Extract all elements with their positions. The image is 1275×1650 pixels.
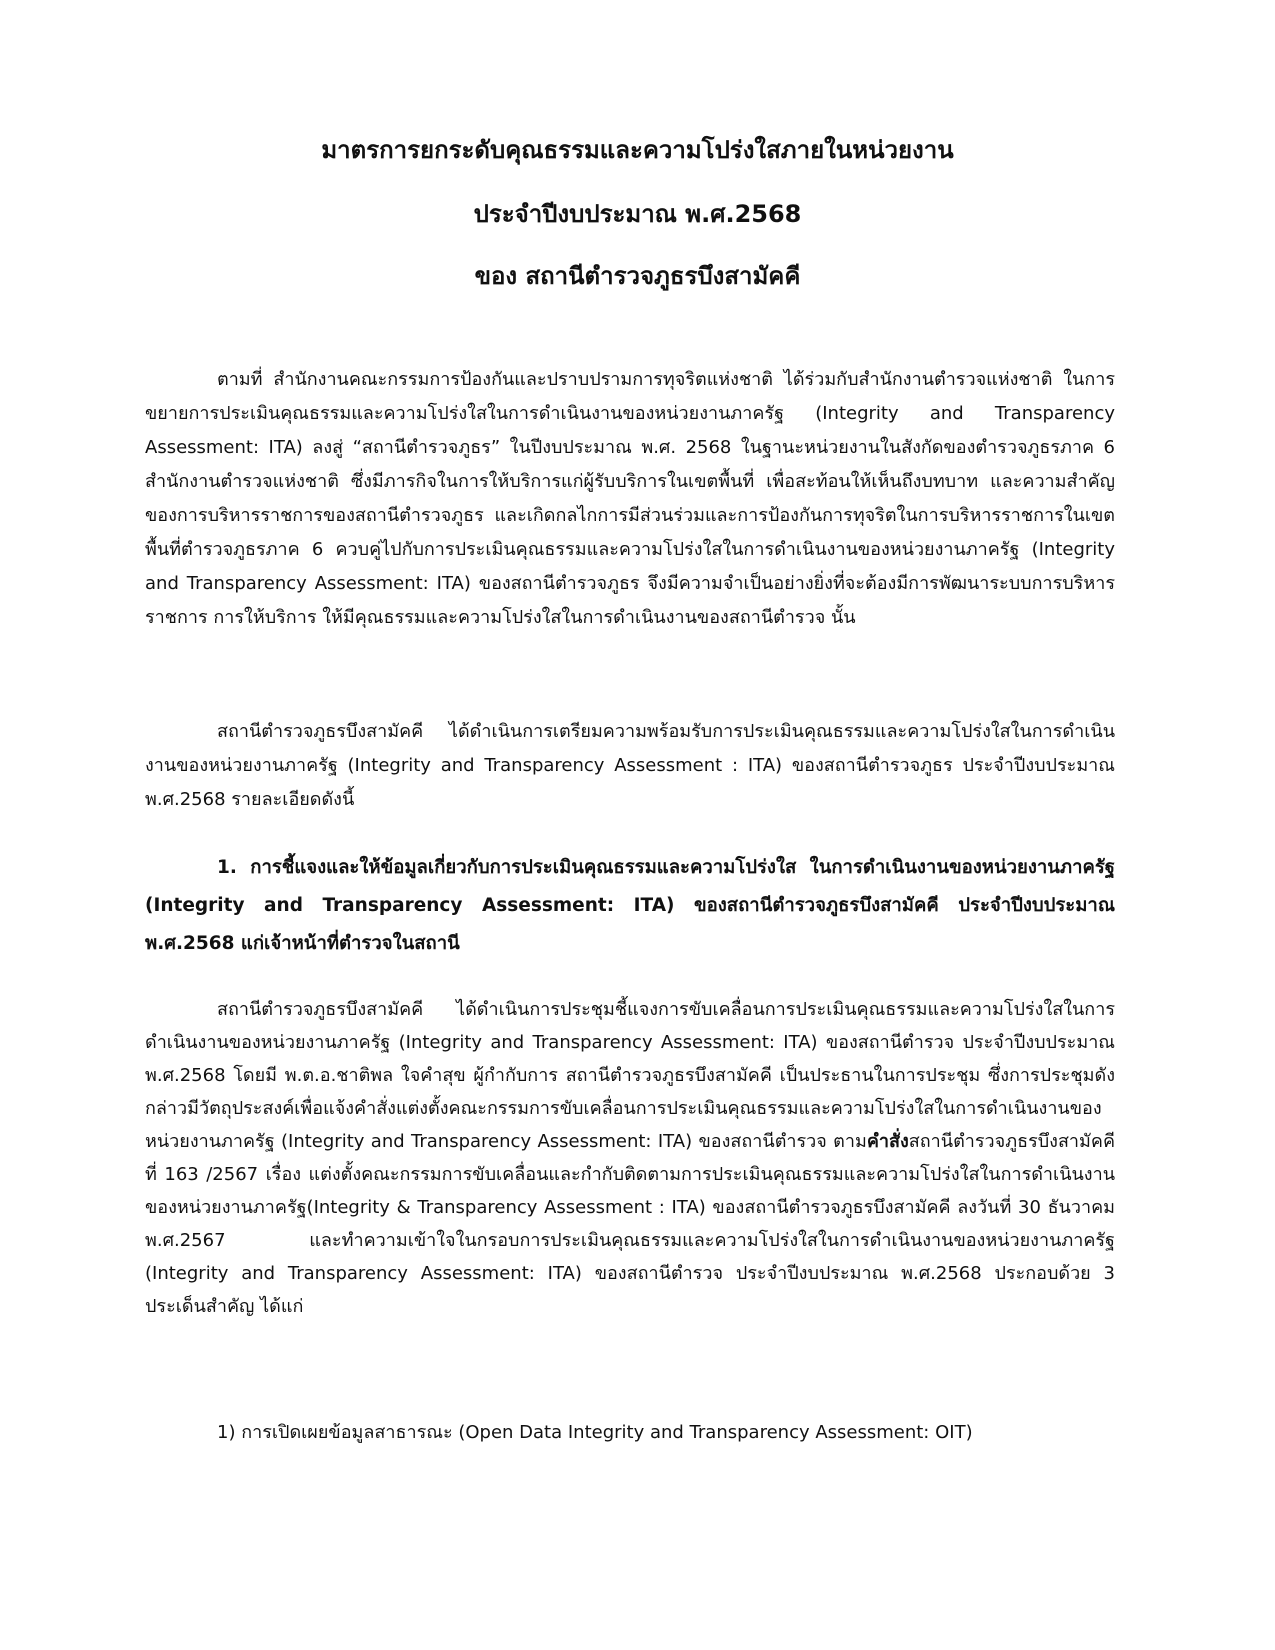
document-title-line-1: มาตรการยกระดับคุณธรรมและความโปร่งใสภายในหน่วยงาน xyxy=(321,136,954,164)
preparation-paragraph: สถานีตำรวจภูธรบึงสามัคคี ได้ดำเนินการเตรียมความพร้อมรับการประเมินคุณธรรมและความโปร่งใสในการดำเนินงานของหน่วยงานภาครัฐ (Integrity and Transparency Assessment : ITA) ของสถานีตำรวจภูธร ประจำปีงบประมาณ พ.ศ.2568 รายละเอียดดังนี้ xyxy=(145,721,1115,810)
meeting-command-bold: คำสั่ง xyxy=(866,1131,909,1152)
document-title-line-3: ของ สถานีตำรวจภูธรบึงสามัคคี xyxy=(474,262,801,290)
meeting-text-part-2: สถานีตำรวจภูธรบึงสามัคคี ที่ 163 /2567 เรื่อง แต่งตั้งคณะกรรมการขับเคลื่อนและกำกับติดตามการประเมินคุณธรรมและความโปร่งใสในการดำเนินงานของหน่วยงานภาครัฐ(Integrity & Transparency Assessment : ITA) ของสถานีตำรวจภูธรบึงสามัคคี ลงวันที่ 30 ธันวาคม พ.ศ.2567 และทำความเข้าใจในกรอบการประเมินคุณธรรมและความโปร่งใสในการดำเนินงานของหน่วยงานภาครัฐ (Integrity and Transparency Assessment: ITA) ของสถานีตำรวจ ประจำปีงบประมาณ พ.ศ.2568 ประกอบด้วย 3 ประเด็นสำคัญ ได้แก่ xyxy=(145,1131,1115,1317)
meeting-text-part-1: สถานีตำรวจภูธรบึงสามัคคี ได้ดำเนินการประชุมชี้แจงการขับเคลื่อนการประเมินคุณธรรมและความโปร่งใสในการดำเนินงานของหน่วยงานภาครัฐ (Integrity and Transparency Assessment: ITA) ของสถานีตำรวจ ประจำปีงบประมาณ พ.ศ.2568 โดยมี พ.ต.อ.ชาติพล ใจคำสุข ผู้กำกับการ สถานีตำรวจภูธรบึงสามัคคี เป็นประธานในการประชุม ซึ่งการประชุมดังกล่าวมีวัตถุประสงค์เพื่อแจ้งคำสั่งแต่งตั้งคณะกรรมการขับเคลื่อนการประเมินคุณธรรมและความโปร่งใสในการดำเนินงานของหน่วยงานภาครัฐ (Integrity and Transparency Assessment: ITA) ของสถานีตำรวจ ตาม xyxy=(145,999,1115,1152)
document-title-line-2: ประจำปีงบประมาณ พ.ศ.2568 xyxy=(473,200,802,228)
list-item-1: 1) การเปิดเผยข้อมูลสาธารณะ (Open Data Integrity and Transparency Assessment: OIT) xyxy=(217,1422,973,1443)
intro-paragraph: ตามที่ สำนักงานคณะกรรมการป้องกันและปราบปรามการทุจริตแห่งชาติ ได้ร่วมกับสำนักงานตำรวจแห่งชาติ ในการขยายการประเมินคุณธรรมและความโปร่งใสในการดำเนินงานของหน่วยงานภาครัฐ (Integrity and Transparency Assessment: ITA) ลงสู่ “สถานีตำรวจภูธร” ในปีงบประมาณ พ.ศ. 2568 ในฐานะหน่วยงานในสังกัดของตำรวจภูธรภาค 6 สำนักงานตำรวจแห่งชาติ ซึ่งมีภารกิจในการให้บริการแก่ผู้รับบริการในเขตพื้นที่ เพื่อสะท้อนให้เห็นถึงบทบาท และความสำคัญของการบริหารราชการของสถานีตำรวจภูธร และเกิดกลไกการมีส่วนร่วมและการป้องกันการทุจริตในการบริหารราชการในเขตพื้นที่ตำรวจภูธรภาค 6 ควบคู่ไปกับการประเมินคุณธรรมและความโปร่งใสในการดำเนินงานของหน่วยงานภาครัฐ (Integrity and Transparency Assessment: ITA) ของสถานีตำรวจภูธร จึงมีความจำเป็นอย่างยิ่งที่จะต้องมีการพัฒนาระบบการบริหารราชการ การให้บริการ ให้มีคุณธรรมและความโปร่งใสในการดำเนินงานของสถานีตำรวจ นั้น xyxy=(145,369,1115,628)
meeting-paragraph xyxy=(145,993,1115,1323)
section-1-heading: 1. การชี้แจงและให้ข้อมูลเกี่ยวกับการประเมินคุณธรรมและความโปร่งใส ในการดำเนินงานของหน่วยงานภาครัฐ (Integrity and Transparency Assessment: ITA) ของสถานีตำรวจภูธรบึงสามัคคี ประจำปีงบประมาณ พ.ศ.2568 แก่เจ้าหน้าที่ตำรวจในสถานี xyxy=(145,856,1115,954)
